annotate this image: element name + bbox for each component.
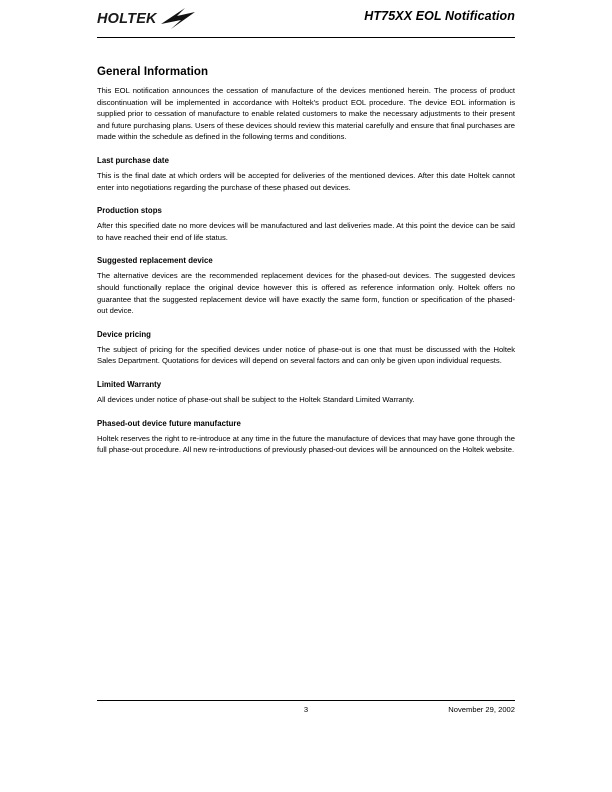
subsection-body-suggested-replacement-device: The alternative devices are the recommended replacement devices for the phased-out devices. The suggested devices should functionally replace the original device however this is offered as reference information only. Holtek offers no guarantee that the suggested replacement device will have exactly the same form, function or specification of the phased-out device. [97, 271, 515, 316]
subsection-heading-suggested-replacement-device: Suggested replacement device [97, 256, 213, 266]
footer-divider [97, 700, 515, 701]
page-header [97, 0, 515, 46]
subsection-heading-phased-out-device-future-manufacture: Phased-out device future manufacture [97, 418, 241, 428]
subsection-heading-production-stops: Production stops [97, 206, 162, 216]
intro-paragraph: This EOL notification announces the cessation of manufacture of the devices mentioned herein. The process of product discontinuation will be implemented in accordance with Holtek's product EOL procedure. The device EOL information is supplied prior to cessation of manufacture to enable related customers to make the necessary adjustments to their present and future purchasing plans. Users of these devices should review this material carefully and ensure that final purchases are made within the schedule as defined in the following terms and conditions. [97, 86, 515, 142]
footer-page-number: 3 [303, 705, 309, 714]
document-body [97, 46, 515, 456]
footer-row [97, 705, 515, 717]
section-title: General Information [97, 66, 209, 78]
subsection-heading-last-purchase-date: Last purchase date [97, 155, 169, 165]
logo-wordmark: HOLTEK [97, 11, 157, 27]
subsection-body-production-stops: After this specified date no more devices will be manufactured and last deliveries made. At this point the device can be said to have reached their end of life status. [97, 221, 515, 242]
subsection-heading-device-pricing: Device pricing [97, 329, 151, 339]
subsection-body-limited-warranty: All devices under notice of phase-out shall be subject to the Holtek Standard Limited Warranty. [97, 394, 415, 404]
subsection-body-phased-out-device-future-manufacture: Holtek reserves the right to re-introduce at any time in the future the manufacture of devices that may have gone through the full phase-out procedure. All new re-introductions of previously phased-out devices will be announced on the Holtek website. [97, 433, 515, 455]
page-title: HT75XX EOL Notification [364, 9, 515, 23]
subsection-heading-limited-warranty: Limited Warranty [97, 379, 162, 389]
header-divider [97, 37, 515, 38]
footer-date: November 29, 2002 [448, 705, 515, 714]
page-footer [97, 700, 515, 717]
holtek-logo [97, 8, 202, 32]
subsection-body-device-pricing: The subject of pricing for the specified devices under notice of phase-out is one that must be discussed with the Holtek Sales Department. Quotations for devices will depend on several factors and can only be given upon individual requests. [97, 344, 515, 366]
lightning-bolt-icon [159, 8, 199, 30]
subsection-body-last-purchase-date: This is the final date at which orders will be accepted for deliveries of the mentioned devices. After this date Holtek cannot enter into negotiations regarding the purchase of these phased out devices. [97, 170, 515, 192]
